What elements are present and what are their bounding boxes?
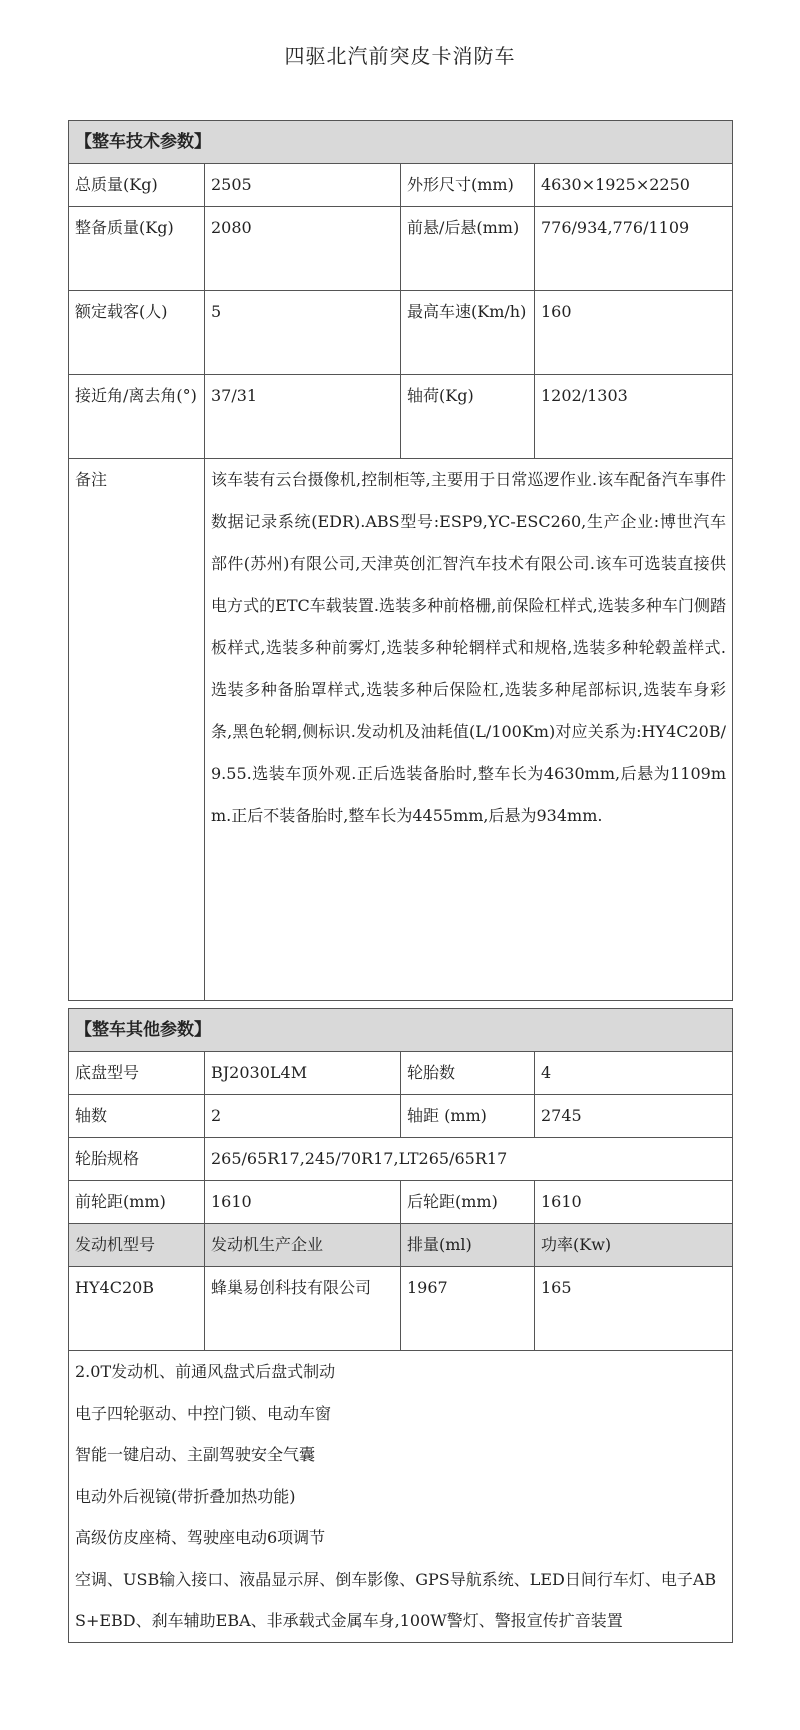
label-front-track: 前轮距(mm): [69, 1181, 205, 1224]
value-displacement: 1967: [401, 1267, 535, 1351]
header-engine-maker: 发动机生产企业: [205, 1224, 401, 1267]
label-total-mass: 总质量(Kg): [69, 164, 205, 207]
document-title: 四驱北汽前突皮卡消防车: [284, 44, 516, 68]
value-approach-departure-angle: 37/31: [205, 375, 401, 459]
table-row: [69, 1181, 733, 1224]
label-approach-departure-angle: 接近角/离去角(°): [69, 375, 205, 459]
table-row: [69, 459, 733, 1001]
value-axle-load: 1202/1303: [535, 375, 733, 459]
feature-line: 电动外后视镜(带折叠加热功能): [75, 1486, 296, 1506]
table-row: [69, 207, 733, 291]
feature-line: 高级仿皮座椅、驾驶座电动6项调节: [75, 1528, 326, 1547]
header-displacement: 排量(ml): [401, 1224, 535, 1267]
value-dimensions: 4630×1925×2250: [535, 164, 733, 207]
label-axle-load: 轴荷(Kg): [401, 375, 535, 459]
header-engine-model: 发动机型号: [69, 1224, 205, 1267]
label-overhang: 前悬/后悬(mm): [401, 207, 535, 291]
value-engine-model: HY4C20B: [69, 1267, 205, 1351]
value-curb-mass: 2080: [205, 207, 401, 291]
engine-header-row: [69, 1224, 733, 1267]
value-axle-count: 2: [205, 1095, 401, 1138]
label-axle-count: 轴数: [69, 1095, 205, 1138]
value-engine-maker: 蜂巢易创科技有限公司: [205, 1267, 401, 1351]
feature-line: 电子四轮驱动、中控门锁、电动车窗: [75, 1403, 332, 1423]
table-row: [69, 1052, 733, 1095]
value-overhang: 776/934,776/1109: [535, 207, 733, 291]
vehicle-other-params-table: [68, 1008, 733, 1643]
label-tire-count: 轮胎数: [401, 1052, 535, 1095]
label-rear-track: 后轮距(mm): [401, 1181, 535, 1224]
label-tire-spec: 轮胎规格: [69, 1138, 205, 1181]
table-row: [69, 1095, 733, 1138]
value-max-speed: 160: [535, 291, 733, 375]
header-power: 功率(Kw): [535, 1224, 733, 1267]
vehicle-tech-params-table: [68, 120, 733, 1001]
label-max-speed: 最高车速(Km/h): [401, 291, 535, 375]
table-row: [69, 1351, 733, 1643]
label-curb-mass: 整备质量(Kg): [69, 207, 205, 291]
table-row: [69, 375, 733, 459]
value-remarks: 该车装有云台摄像机,控制柜等,主要用于日常巡逻作业.该车配备汽车事件数据记录系统(EDR).ABS型号:ESP9,YC-ESC260,生产企业:博世汽车部件(苏州)有限公司,天津英创汇智汽车技术有限公司.该车可选装直接供电方式的ETC车载装置.选装多种前格栅,前保险杠样式,选装多种车门侧踏板样式,选装多种前雾灯,选装多种轮辋样式和规格,选装多种轮毂盖样式.选装多种备胎罩样式,选装多种后保险杠,选装多种尾部标识,选装车身彩条,黑色轮辋,侧标识.发动机及油耗值(L/100Km)对应关系为:HY4C20B/9.55.选装车顶外观.正后选装备胎时,整车长为4630mm,后悬为1109mm.正后不装备胎时,整车长为4455mm,后悬为934mm.: [205, 459, 733, 1001]
value-tire-spec: 265/65R17,245/70R17,LT265/65R17: [205, 1138, 733, 1181]
table-row: [69, 1267, 733, 1351]
label-chassis-model: 底盘型号: [69, 1052, 205, 1095]
value-chassis-model: BJ2030L4M: [205, 1052, 401, 1095]
value-wheelbase: 2745: [535, 1095, 733, 1138]
value-power: 165: [535, 1267, 733, 1351]
feature-line: 空调、USB输入接口、液晶显示屏、倒车影像、GPS导航系统、LED日间行车灯、电子ABS+EBD、刹车辅助EBA、非承载式金属车身,100W警灯、警报宣传扩音装置: [75, 1569, 717, 1630]
section-header-row: [69, 121, 733, 164]
label-dimensions: 外形尺寸(mm): [401, 164, 535, 207]
section-header-row: [69, 1009, 733, 1052]
value-rear-track: 1610: [535, 1181, 733, 1224]
table-row: [69, 291, 733, 375]
table-row: [69, 1138, 733, 1181]
value-front-track: 1610: [205, 1181, 401, 1224]
features-list: [69, 1351, 733, 1643]
label-remarks: 备注: [69, 459, 205, 1001]
feature-line: 2.0T发动机、前通风盘式后盘式制动: [75, 1362, 336, 1381]
table-row: [69, 164, 733, 207]
label-rated-passengers: 额定载客(人): [69, 291, 205, 375]
other-params-header: 【整车其他参数】: [69, 1009, 733, 1052]
value-total-mass: 2505: [205, 164, 401, 207]
value-rated-passengers: 5: [205, 291, 401, 375]
value-tire-count: 4: [535, 1052, 733, 1095]
tech-params-header: 【整车技术参数】: [69, 121, 733, 164]
feature-line: 智能一键启动、主副驾驶安全气囊: [75, 1445, 316, 1464]
label-wheelbase: 轴距 (mm): [401, 1095, 535, 1138]
